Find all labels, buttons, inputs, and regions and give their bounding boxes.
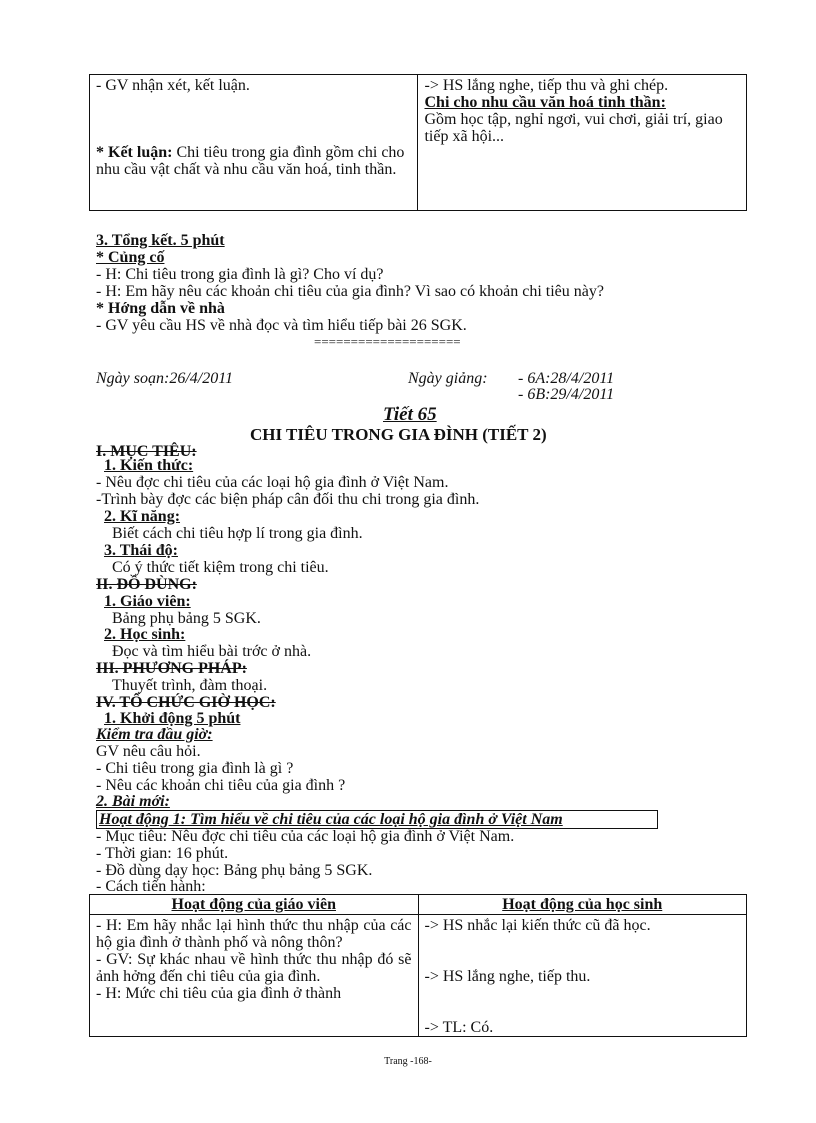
teacher-column-header: Hoạt động của giáo viên <box>90 895 419 915</box>
student-remark: -> HS lắng nghe, tiếp thu và ghi chép. <box>424 77 669 94</box>
top-table <box>89 74 747 211</box>
table-header-row <box>90 895 747 915</box>
question-1: - H: Chi tiêu trong gia đình là gì? Cho ví dụ? <box>96 266 384 283</box>
activity-title: Hoạt động 1: Tìm hiểu về chi tiêu của các loại hộ gia đình ở Việt Nam <box>96 810 658 829</box>
lesson-number: Tiết 65 <box>383 404 437 425</box>
teacher-activity-2: - GV: Sự khác nhau về hình thức thu nhập đó sẽ ảnh hởng đến chi tiêu của gia đình. <box>96 951 412 985</box>
teacher-materials-heading: 1. Giáo viên: <box>104 593 191 610</box>
attitude-heading: 3. Thái độ: <box>104 542 178 559</box>
class-6a-date: - 6A:28/4/2011 <box>518 370 615 387</box>
activity-goal: - Mục tiêu: Nêu đợc chi tiêu của các loại hộ gia đình ở Việt Nam. <box>96 828 515 845</box>
methods-heading: III. PHƯƠNG PHÁP: <box>96 660 247 677</box>
methods-text: Thuyết trình, đàm thoại. <box>112 677 268 694</box>
new-lesson-heading: 2. Bài mới: <box>96 793 170 810</box>
top-table-left-cell <box>90 75 418 211</box>
teacher-remark: - GV nhận xét, kết luận. <box>96 77 250 94</box>
class-6b-date: - 6B:29/4/2011 <box>518 386 615 403</box>
student-materials-heading: 2. Học sinh: <box>104 626 186 643</box>
objectives-heading: I. MỤC TIÊU: <box>96 443 197 460</box>
conclusion-text: Chi tiêu trong gia đình gồm chi cho nhu cầu vật chất và nhu cầu văn hoá, tinh thần. <box>96 144 405 178</box>
prepared-date: Ngày soạn:26/4/2011 <box>96 370 234 387</box>
knowledge-2: -Trình bày đợc các biện pháp cân đối thu chi trong gia đình. <box>96 491 480 508</box>
question-2: - H: Em hãy nêu các khoản chi tiêu của gia đình? Vì sao có khoản chi tiêu này? <box>96 283 604 300</box>
teacher-materials-text: Bảng phụ bảng 5 SGK. <box>112 610 261 627</box>
homework-heading: * Hớng dẫn về nhà <box>96 300 225 317</box>
student-activity-1: -> HS nhắc lại kiến thức cũ đã học. <box>424 917 651 934</box>
table-row-body <box>90 915 419 1037</box>
consolidate-heading: * Củng cố <box>96 249 165 266</box>
activity-table <box>89 894 747 1037</box>
student-column-header: Hoạt động của học sinh <box>418 895 747 915</box>
table-row <box>90 915 747 1037</box>
student-activity-2: -> HS lắng nghe, tiếp thu. <box>424 968 591 985</box>
skills-heading: 2. Kĩ năng: <box>104 508 181 525</box>
check-3: - Nêu các khoản chi tiêu của gia đình ? <box>96 777 346 794</box>
teaching-date-label: Ngày giảng: <box>408 370 488 387</box>
conclusion-label: * Kết luận: <box>96 144 173 161</box>
activity-time: - Thời gian: 16 phút. <box>96 845 229 862</box>
skills-1: Biết cách chi tiêu hợp lí trong gia đình. <box>112 525 363 542</box>
summary-title: 3. Tổng kết. 5 phút <box>96 232 225 249</box>
culture-needs-heading: Chi cho nhu cầu văn hoá tinh thần: <box>424 94 666 111</box>
materials-heading: II. ĐỒ DÙNG: <box>96 576 197 593</box>
lesson-title: CHI TIÊU TRONG GIA ĐÌNH (TIẾT 2) <box>250 425 547 444</box>
culture-needs-text: Gồm học tập, nghỉ ngơi, vui chơi, giải trí, giao tiếp xã hội... <box>424 111 723 145</box>
student-activity-3: -> TL: Có. <box>424 1019 494 1036</box>
knowledge-heading: 1. Kiến thức: <box>104 457 194 474</box>
activity-procedure: - Cách tiến hành: <box>96 878 206 895</box>
check-2: - Chi tiêu trong gia đình là gì ? <box>96 760 294 777</box>
check-1: GV nêu câu hỏi. <box>96 743 201 760</box>
top-table-right-cell <box>418 75 747 211</box>
startup-heading: 1. Khởi động 5 phút <box>104 710 241 727</box>
teacher-activity-3: - H: Mức chi tiêu của gia đình ở thành <box>96 985 342 1002</box>
homework-text: - GV yêu cầu HS về nhà đọc và tìm hiểu tiếp bài 26 SGK. <box>96 317 467 334</box>
page-number: Trang -168- <box>384 1056 432 1067</box>
teacher-activity-1: - H: Em hãy nhắc lại hình thức thu nhập của các hộ gia đình ở thành phố và nông thôn? <box>96 917 412 951</box>
separator: ==================== <box>314 334 461 349</box>
attitude-1: Có ý thức tiết kiệm trong chi tiêu. <box>112 559 329 576</box>
table-row-student <box>418 915 747 1037</box>
student-materials-text: Đọc và tìm hiểu bài trớc ở nhà. <box>112 643 312 660</box>
activity-tools: - Đồ dùng dạy học: Bảng phụ bảng 5 SGK. <box>96 862 373 879</box>
knowledge-1: - Nêu đợc chi tiêu của các loại hộ gia đình ở Việt Nam. <box>96 474 449 491</box>
organization-heading: IV. TỔ CHỨC GIỜ HỌC: <box>96 694 276 711</box>
check-heading: Kiểm tra đầu giờ: <box>96 726 213 743</box>
